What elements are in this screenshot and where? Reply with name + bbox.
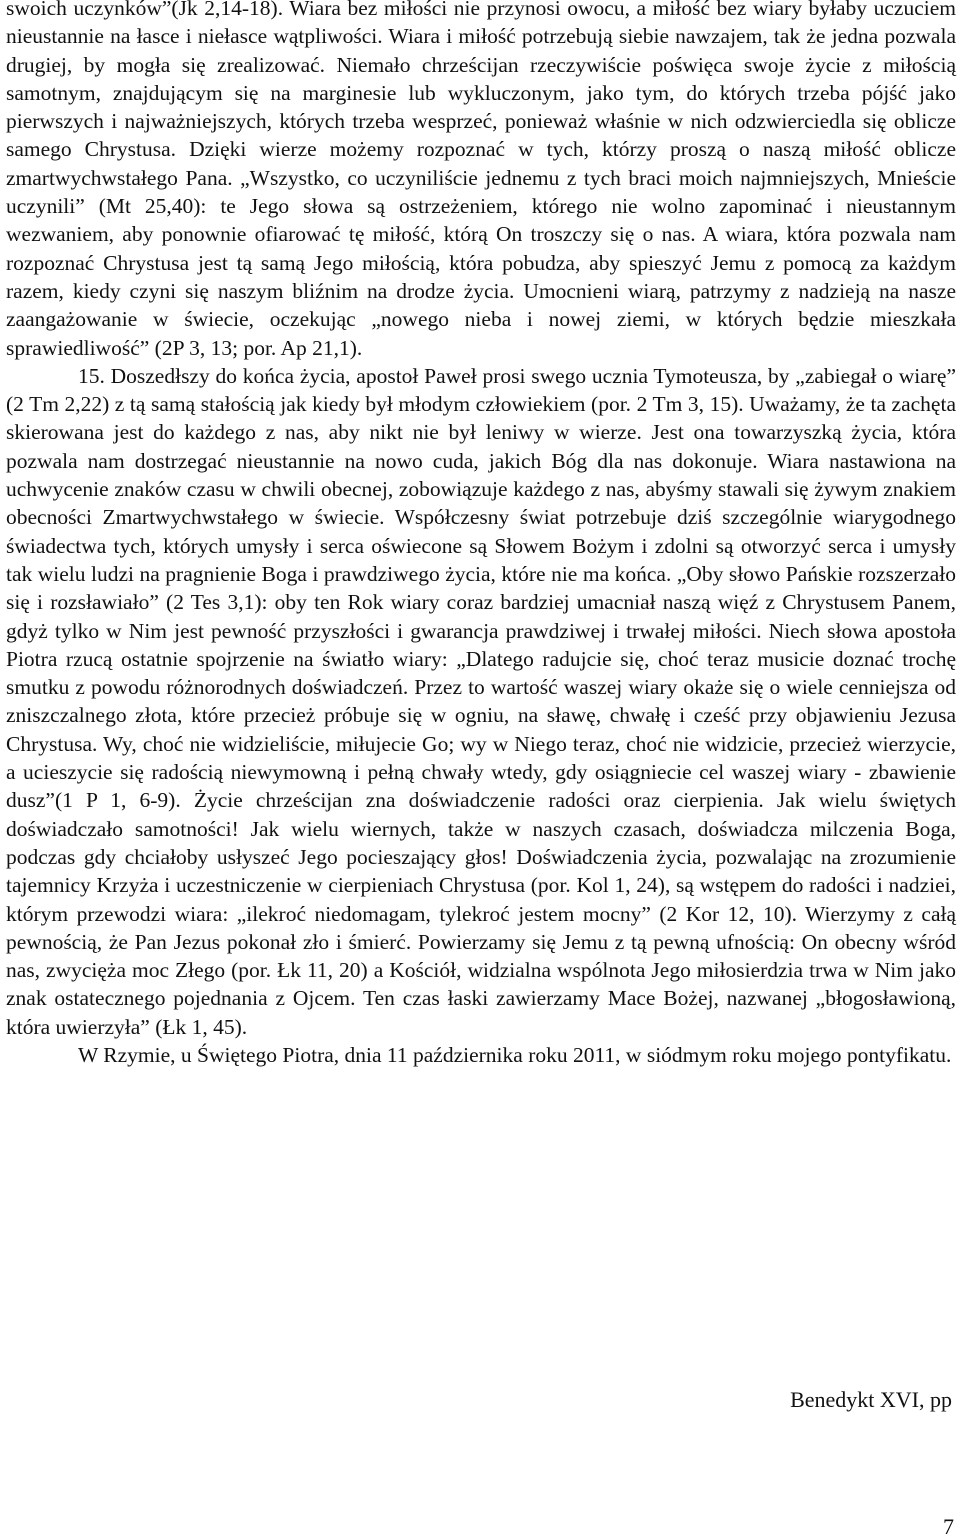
- page-number: 7: [943, 1514, 954, 1539]
- dateline: W Rzymie, u Świętego Piotra, dnia 11 października roku 2011, w siódmym roku mojego pontyfikatu.: [78, 1042, 952, 1067]
- paragraph-2: 15. Doszedłszy do końca życia, apostoł Paweł prosi swego ucznia Tymoteusza, by „zabiegał o wiarę” (2 Tm 2,22) z tą samą stałością jak kiedy był młodym człowiekiem (por. 2 Tm 3, 15). Uważamy, że ta zachęta skierowana jest do każdego z nas, aby nikt nie był leniwy w wierze. Jest ona towarzyszką życia, która pozwala nam dostrzegać nieustannie na nowo cuda, jakich Bóg dla nas dokonuje. Wiara nastawiona na uchwycenie znaków czasu w chwili obecnej, zobowiązuje każdego z nas, abyśmy stawali się żywym znakiem obecności Zmartwychwstałego w świecie. Współczesny świat potrzebuje dziś szczególnie wiarygodnego świadectwa tych, których umysły i serca oświecone są Słowem Bożym i zdolni są otworzyć serca i umysły tak wielu ludzi na pragnienie Boga i prawdziwego życia, które nie ma końca. „Oby słowo Pańskie rozszerzało się i rozsławiało” (2 Tes 3,1): oby ten Rok wiary coraz bardziej umacniał naszą więź z Chrystusem Panem, gdyż tylko w Nim jest pewność przyszłości i gwarancja prawdziwej i trwałej miłości. Niech słowa apostoła Piotra rzucą ostatnie spojrzenie na światło wiary: „Dlatego radujcie się, choć teraz musicie doznać trochę smutku z powodu różnorodnych doświadczeń. Przez to wartość waszej wiary okaże się o wiele cenniejsza od zniszczalnego złota, które przecież próbuje się w ogniu, na sławę, chwałę i cześć przy objawieniu Jezusa Chrystusa. Wy, choć nie widzieliście, miłujecie Go; wy w Niego teraz, choć nie widzicie, przecież wierzycie, a ucieszycie się radością niewymowną i pełną chwały wtedy, gdy osiągniecie cel waszej wiary - zbawienie dusz”(1 P 1, 6-9). Życie chrześcijan zna doświadczenie radości oraz cierpienia. Jak wielu świętych doświadczało samotności! Jak wielu wiernych, także w naszych czasach, doświadcza milczenia Boga, podczas gdy chciałoby usłyszeć Jego pocieszający głos! Doświadczenia życia, pozwalając na zrozumienie tajemnicy Krzyża i uczestniczenie w cierpieniach Chrystusa (por. Kol 1, 24), są wstępem do radości i nadziei, którym przewodzi wiara: „ilekroć niedomagam, tylekroć jestem mocny” (2 Kor 12, 10). Wierzymy z całą pewnością, że Pan Jezus pokonał zło i śmierć. Powierzamy się Jemu z tą pewną ufnością: On obecny wśród nas, zwycięża moc Złego (por. Łk 11, 20) a Kościół, widzialna wspólnota Jego miłosierdzia trwa w Nim jako znak ostatecznego pojednania z Ojcem. Ten czas łaski zawierzamy Mace Bożej, nazwanej „błogosławioną, która uwierzyła” (Łk 1, 45).: [6, 363, 956, 1039]
- paragraph-1: swoich uczynków”(Jk 2,14-18). Wiara bez miłości nie przynosi owocu, a miłość bez wiary byłaby uczuciem nieustannie na łasce i niełasce wątpliwości. Wiara i miłość potrzebują siebie nawzajem, tak że jedna pozwala drugiej, by mogła się zrealizować. Niemało chrześcijan rzeczywiście poświęca swoje życie z miłością samotnym, znajdującym się na marginesie lub wykluczonym, jako tym, do których trzeba pójść jako pierwszych i najważniejszych, których trzeba wesprzeć, ponieważ właśnie w nich odzwierciedla się oblicze samego Chrystusa. Dzięki wierze możemy rozpoznać w tych, którzy proszą o naszą miłość oblicze zmartwychwstałego Pana. „Wszystko, co uczyniliście jednemu z tych braci moich najmniejszych, Mnieście uczynili” (Mt 25,40): te Jego słowa są ostrzeżeniem, którego nie wolno zapominać i nieustannym wezwaniem, aby ponownie ofiarować tę miłość, którą On troszczy się o nas. A wiara, która pozwala nam rozpoznać Chrystusa jest tą samą Jego miłością, która pobudza, aby spieszyć Jemu z pomocą za każdym razem, kiedy czyni się naszym bliźnim na drodze życia. Umocnieni wiarą, patrzymy z nadzieją na nasze zaangażowanie w świecie, oczekując „nowego nieba i nowej ziemi, w których będzie mieszkała sprawiedliwość” (2P 3, 13; por. Ap 21,1).: [6, 0, 956, 360]
- body-text: [6, 0, 956, 1069]
- signature: Benedykt XVI, pp: [790, 1387, 952, 1412]
